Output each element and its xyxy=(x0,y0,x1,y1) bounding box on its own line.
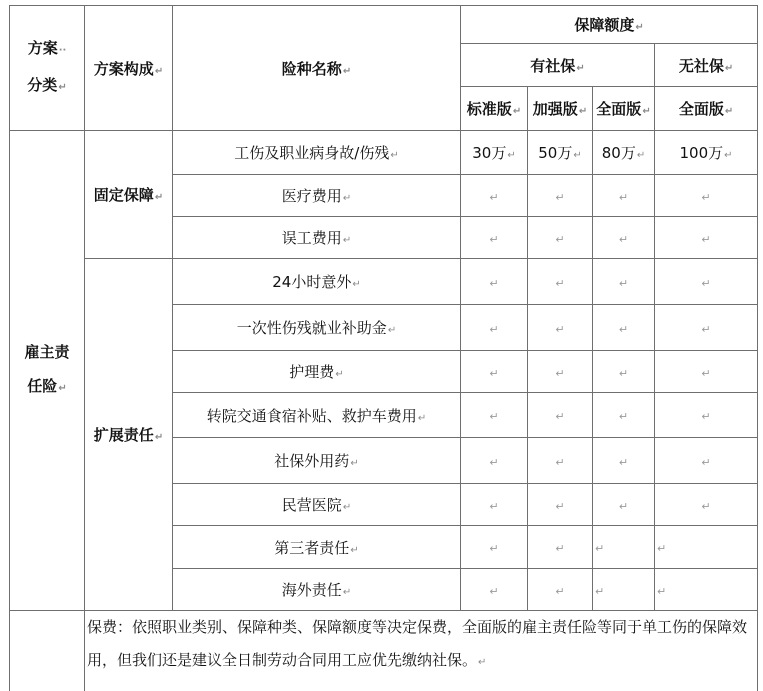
coverage-amount-cell: ↵ xyxy=(593,175,655,217)
table-row xyxy=(10,131,758,175)
coverage-amount-cell: 30万↵ xyxy=(461,131,528,175)
coverage-amount-cell: ↵ xyxy=(461,393,528,438)
coverage-amount-cell: ↵ xyxy=(528,175,593,217)
coverage-amount-cell: ↵ xyxy=(593,393,655,438)
group-name-cell: 扩展责任↵ xyxy=(85,259,173,611)
coverage-amount-cell: ↵ xyxy=(528,305,593,351)
header-insurance-name: 险种名称↵ xyxy=(173,6,461,131)
coverage-amount-cell: ↵ xyxy=(655,438,758,484)
coverage-amount-cell: ↵ xyxy=(461,305,528,351)
coverage-amount-cell: ↵ xyxy=(461,217,528,259)
header-plan-classification-line1: 方案 xyxy=(27,39,58,57)
insurance-item-cell: 转院交通食宿补贴、救护车费用↵ xyxy=(173,393,461,438)
header-with-social-insurance: 有社保↵ xyxy=(461,44,655,87)
table-row xyxy=(10,259,758,305)
coverage-amount-cell: ↵ xyxy=(461,569,528,611)
coverage-amount-cell: ↵ xyxy=(528,526,593,569)
coverage-amount-cell: ↵ xyxy=(655,175,758,217)
coverage-amount-cell: 100万↵ xyxy=(655,131,758,175)
insurance-item-cell: 社保外用药↵ xyxy=(173,438,461,484)
coverage-amount-cell: ↵ xyxy=(528,259,593,305)
coverage-amount-cell: ↵ xyxy=(593,569,655,611)
header-tier-0: 标准版↵ xyxy=(461,87,528,131)
plan-category-cell: 雇主责 任险↵ xyxy=(10,131,85,611)
header-tier-2: 全面版↵ xyxy=(593,87,655,131)
header-tier-1: 加强版↵ xyxy=(528,87,593,131)
insurance-item-cell: 误工费用↵ xyxy=(173,217,461,259)
coverage-amount-cell: ↵ xyxy=(655,393,758,438)
coverage-amount-cell: ↵ xyxy=(461,259,528,305)
premium-footnote: 保费：依照职业类别、保障种类、保障额度等决定保费，全面版的雇主责任险等同于单工伤的保障效用，但我们还是建议全日制劳动合同用工应优先缴纳社保。↵ xyxy=(85,611,758,691)
coverage-amount-cell: ↵ xyxy=(528,484,593,526)
insurance-item-cell: 民营医院↵ xyxy=(173,484,461,526)
coverage-amount-cell: ↵ xyxy=(593,305,655,351)
insurance-item-cell: 工伤及职业病身故/伤残↵ xyxy=(173,131,461,175)
insurance-item-cell: 护理费↵ xyxy=(173,351,461,393)
coverage-amount-cell: 80万↵ xyxy=(593,131,655,175)
insurance-item-cell: 医疗费用↵ xyxy=(173,175,461,217)
coverage-amount-cell: ↵ xyxy=(655,351,758,393)
header-plan-composition: 方案构成↵ xyxy=(85,6,173,131)
coverage-amount-cell: ↵ xyxy=(528,438,593,484)
insurance-item-cell: 第三者责任↵ xyxy=(173,526,461,569)
coverage-amount-cell: ↵ xyxy=(461,351,528,393)
coverage-amount-cell: ↵ xyxy=(593,217,655,259)
coverage-amount-cell: ↵ xyxy=(593,259,655,305)
coverage-amount-cell: ↵ xyxy=(655,305,758,351)
coverage-amount-cell: ↵ xyxy=(593,526,655,569)
coverage-amount-cell: ↵ xyxy=(655,526,758,569)
coverage-amount-cell: ↵ xyxy=(461,175,528,217)
insurance-item-cell: 海外责任↵ xyxy=(173,569,461,611)
coverage-amount-cell: 50万↵ xyxy=(528,131,593,175)
coverage-amount-cell: ↵ xyxy=(528,569,593,611)
coverage-amount-cell: ↵ xyxy=(593,438,655,484)
coverage-amount-cell: ↵ xyxy=(593,351,655,393)
footnote-left-spacer xyxy=(10,611,85,691)
coverage-amount-cell: ↵ xyxy=(528,393,593,438)
footnote-row xyxy=(10,611,758,691)
insurance-plan-table xyxy=(9,5,758,691)
header-plan-classification: 方案·· 分类↵ xyxy=(10,6,85,131)
coverage-amount-cell: ↵ xyxy=(528,351,593,393)
header-coverage-amount: 保障额度↵ xyxy=(461,6,758,44)
coverage-amount-cell: ↵ xyxy=(461,526,528,569)
coverage-amount-cell: ↵ xyxy=(528,217,593,259)
group-name-cell: 固定保障↵ xyxy=(85,131,173,259)
coverage-amount-cell: ↵ xyxy=(461,438,528,484)
coverage-amount-cell: ↵ xyxy=(655,569,758,611)
header-without-social-insurance: 无社保↵ xyxy=(655,44,758,87)
coverage-amount-cell: ↵ xyxy=(655,217,758,259)
insurance-item-cell: 一次性伤残就业补助金↵ xyxy=(173,305,461,351)
coverage-amount-cell: ↵ xyxy=(655,259,758,305)
coverage-amount-cell: ↵ xyxy=(655,484,758,526)
header-plan-classification-line2: 分类 xyxy=(27,76,58,94)
insurance-item-cell: 24小时意外↵ xyxy=(173,259,461,305)
header-tier-3: 全面版↵ xyxy=(655,87,758,131)
coverage-amount-cell: ↵ xyxy=(461,484,528,526)
coverage-amount-cell: ↵ xyxy=(593,484,655,526)
